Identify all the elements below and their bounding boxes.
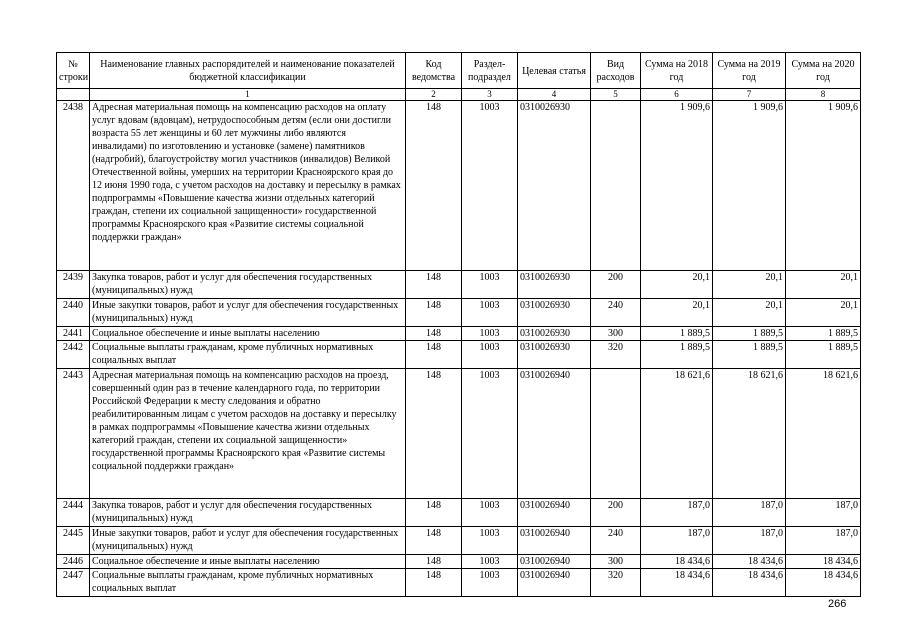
row-section: 1003	[462, 341, 518, 369]
row-number: 2443	[57, 369, 90, 499]
row-target-article: 0310026940	[518, 555, 591, 569]
column-number: 1	[90, 89, 406, 101]
table-row	[57, 101, 861, 271]
row-dept-code: 148	[406, 341, 462, 369]
row-name: Адресная материальная помощь на компенсацию расходов на оплату услуг вдовам (вдовцам), нетрудоспособным детям (если они достигли возраста 55 лет женщины и 60 лет мужчины либо являются инвалидами) по изготовлению и установке (замене) памятников (надгробий), благоустройству могил участников (инвалидов) Великой Отечественной войны, умерших на территории Красноярского края до 12 июня 1990 года, с учетом расходов на доставку и пересылку в рамках подпрограммы «Повышение качества жизни отдельных категорий граждан, степени их социальной защищенности» государственной программы Красноярского края «Развитие системы социальной поддержки граждан»	[90, 101, 406, 271]
column-number: 8	[786, 89, 861, 101]
row-section: 1003	[462, 527, 518, 555]
row-sum-2019: 18 434,6	[713, 569, 786, 597]
row-sum-2019: 18 434,6	[713, 555, 786, 569]
row-dept-code: 148	[406, 555, 462, 569]
row-target-article: 0310026930	[518, 271, 591, 299]
column-number: 6	[641, 89, 713, 101]
row-sum-2020: 187,0	[786, 527, 861, 555]
header-expense-type: Вид расходов	[591, 53, 641, 89]
budget-table	[56, 52, 861, 597]
row-sum-2019: 1 889,5	[713, 327, 786, 341]
row-number: 2445	[57, 527, 90, 555]
row-name: Иные закупки товаров, работ и услуг для обеспечения государственных (муниципальных) нужд	[90, 299, 406, 327]
row-sum-2020: 20,1	[786, 271, 861, 299]
row-dept-code: 148	[406, 369, 462, 499]
row-sum-2018: 1 889,5	[641, 327, 713, 341]
row-section: 1003	[462, 271, 518, 299]
row-dept-code: 148	[406, 299, 462, 327]
row-sum-2018: 20,1	[641, 271, 713, 299]
row-section: 1003	[462, 369, 518, 499]
row-section: 1003	[462, 299, 518, 327]
row-dept-code: 148	[406, 499, 462, 527]
row-target-article: 0310026930	[518, 101, 591, 271]
row-number: 2439	[57, 271, 90, 299]
header-target-article: Целевая статья	[518, 53, 591, 89]
page-number: 266	[828, 598, 847, 610]
table-row	[57, 271, 861, 299]
row-target-article: 0310026930	[518, 299, 591, 327]
row-target-article: 0310026940	[518, 369, 591, 499]
header-row	[57, 53, 861, 89]
row-name: Социальное обеспечение и иные выплаты населению	[90, 555, 406, 569]
row-number: 2447	[57, 569, 90, 597]
column-number: 7	[713, 89, 786, 101]
header-section: Раздел-подраздел	[462, 53, 518, 89]
header-sum-2018: Сумма на 2018 год	[641, 53, 713, 89]
row-name: Закупка товаров, работ и услуг для обеспечения государственных (муниципальных) нужд	[90, 271, 406, 299]
row-sum-2020: 18 621,6	[786, 369, 861, 499]
row-name: Адресная материальная помощь на компенсацию расходов на проезд, совершенный один раз в течение календарного года, по территории Российской Федерации к месту следования и обратно реабилитированным лицам с учетом расходов на доставку и пересылку в рамках подпрограммы «Повышение качества жизни отдельных категорий граждан, степени их социальной защищенности» государственной программы Красноярского края «Развитие системы социальной поддержки граждан»	[90, 369, 406, 499]
row-sum-2019: 187,0	[713, 499, 786, 527]
row-sum-2019: 1 909,6	[713, 101, 786, 271]
row-target-article: 0310026940	[518, 569, 591, 597]
row-name: Социальное обеспечение и иные выплаты населению	[90, 327, 406, 341]
row-dept-code: 148	[406, 101, 462, 271]
row-number: 2442	[57, 341, 90, 369]
table-row	[57, 555, 861, 569]
row-section: 1003	[462, 327, 518, 341]
row-expense-type: 240	[591, 527, 641, 555]
row-sum-2019: 20,1	[713, 299, 786, 327]
row-sum-2020: 18 434,6	[786, 569, 861, 597]
table-row	[57, 569, 861, 597]
column-number: 3	[462, 89, 518, 101]
row-sum-2018: 187,0	[641, 527, 713, 555]
table-row	[57, 341, 861, 369]
row-sum-2018: 1 909,6	[641, 101, 713, 271]
row-section: 1003	[462, 555, 518, 569]
row-expense-type: 240	[591, 299, 641, 327]
row-sum-2020: 20,1	[786, 299, 861, 327]
row-expense-type	[591, 369, 641, 499]
header-sum-2019: Сумма на 2019 год	[713, 53, 786, 89]
row-sum-2020: 187,0	[786, 499, 861, 527]
table-row	[57, 299, 861, 327]
table-body	[57, 101, 861, 597]
column-number-row	[57, 89, 861, 101]
row-sum-2020: 1 889,5	[786, 327, 861, 341]
table-row	[57, 499, 861, 527]
row-dept-code: 148	[406, 271, 462, 299]
column-number	[57, 89, 90, 101]
row-sum-2018: 20,1	[641, 299, 713, 327]
budget-document	[56, 52, 861, 597]
row-target-article: 0310026940	[518, 499, 591, 527]
row-sum-2019: 20,1	[713, 271, 786, 299]
column-number: 4	[518, 89, 591, 101]
row-target-article: 0310026930	[518, 341, 591, 369]
row-expense-type: 300	[591, 327, 641, 341]
row-name: Иные закупки товаров, работ и услуг для обеспечения государственных (муниципальных) нужд	[90, 527, 406, 555]
row-sum-2020: 1 909,6	[786, 101, 861, 271]
row-section: 1003	[462, 499, 518, 527]
row-expense-type: 320	[591, 569, 641, 597]
row-sum-2019: 1 889,5	[713, 341, 786, 369]
column-number: 2	[406, 89, 462, 101]
row-sum-2018: 18 621,6	[641, 369, 713, 499]
row-number: 2441	[57, 327, 90, 341]
row-expense-type: 300	[591, 555, 641, 569]
row-target-article: 0310026930	[518, 327, 591, 341]
row-sum-2018: 187,0	[641, 499, 713, 527]
row-dept-code: 148	[406, 527, 462, 555]
row-expense-type: 200	[591, 271, 641, 299]
row-dept-code: 148	[406, 569, 462, 597]
row-number: 2438	[57, 101, 90, 271]
row-sum-2020: 18 434,6	[786, 555, 861, 569]
row-sum-2018: 18 434,6	[641, 555, 713, 569]
header-dept-code: Код ведомства	[406, 53, 462, 89]
header-sum-2020: Сумма на 2020 год	[786, 53, 861, 89]
row-number: 2444	[57, 499, 90, 527]
header-name: Наименование главных распорядителей и наименование показателей бюджетной классификации	[90, 53, 406, 89]
row-name: Социальные выплаты гражданам, кроме публичных нормативных социальных выплат	[90, 341, 406, 369]
table-row	[57, 369, 861, 499]
row-section: 1003	[462, 101, 518, 271]
row-name: Закупка товаров, работ и услуг для обеспечения государственных (муниципальных) нужд	[90, 499, 406, 527]
row-dept-code: 148	[406, 327, 462, 341]
header-row-no: № строки	[57, 53, 90, 89]
row-sum-2019: 18 621,6	[713, 369, 786, 499]
row-sum-2019: 187,0	[713, 527, 786, 555]
row-sum-2018: 18 434,6	[641, 569, 713, 597]
row-sum-2020: 1 889,5	[786, 341, 861, 369]
row-expense-type: 200	[591, 499, 641, 527]
row-number: 2446	[57, 555, 90, 569]
row-expense-type: 320	[591, 341, 641, 369]
row-target-article: 0310026940	[518, 527, 591, 555]
row-number: 2440	[57, 299, 90, 327]
column-number: 5	[591, 89, 641, 101]
row-expense-type	[591, 101, 641, 271]
row-sum-2018: 1 889,5	[641, 341, 713, 369]
table-row	[57, 527, 861, 555]
row-section: 1003	[462, 569, 518, 597]
table-row	[57, 327, 861, 341]
row-name: Социальные выплаты гражданам, кроме публичных нормативных социальных выплат	[90, 569, 406, 597]
